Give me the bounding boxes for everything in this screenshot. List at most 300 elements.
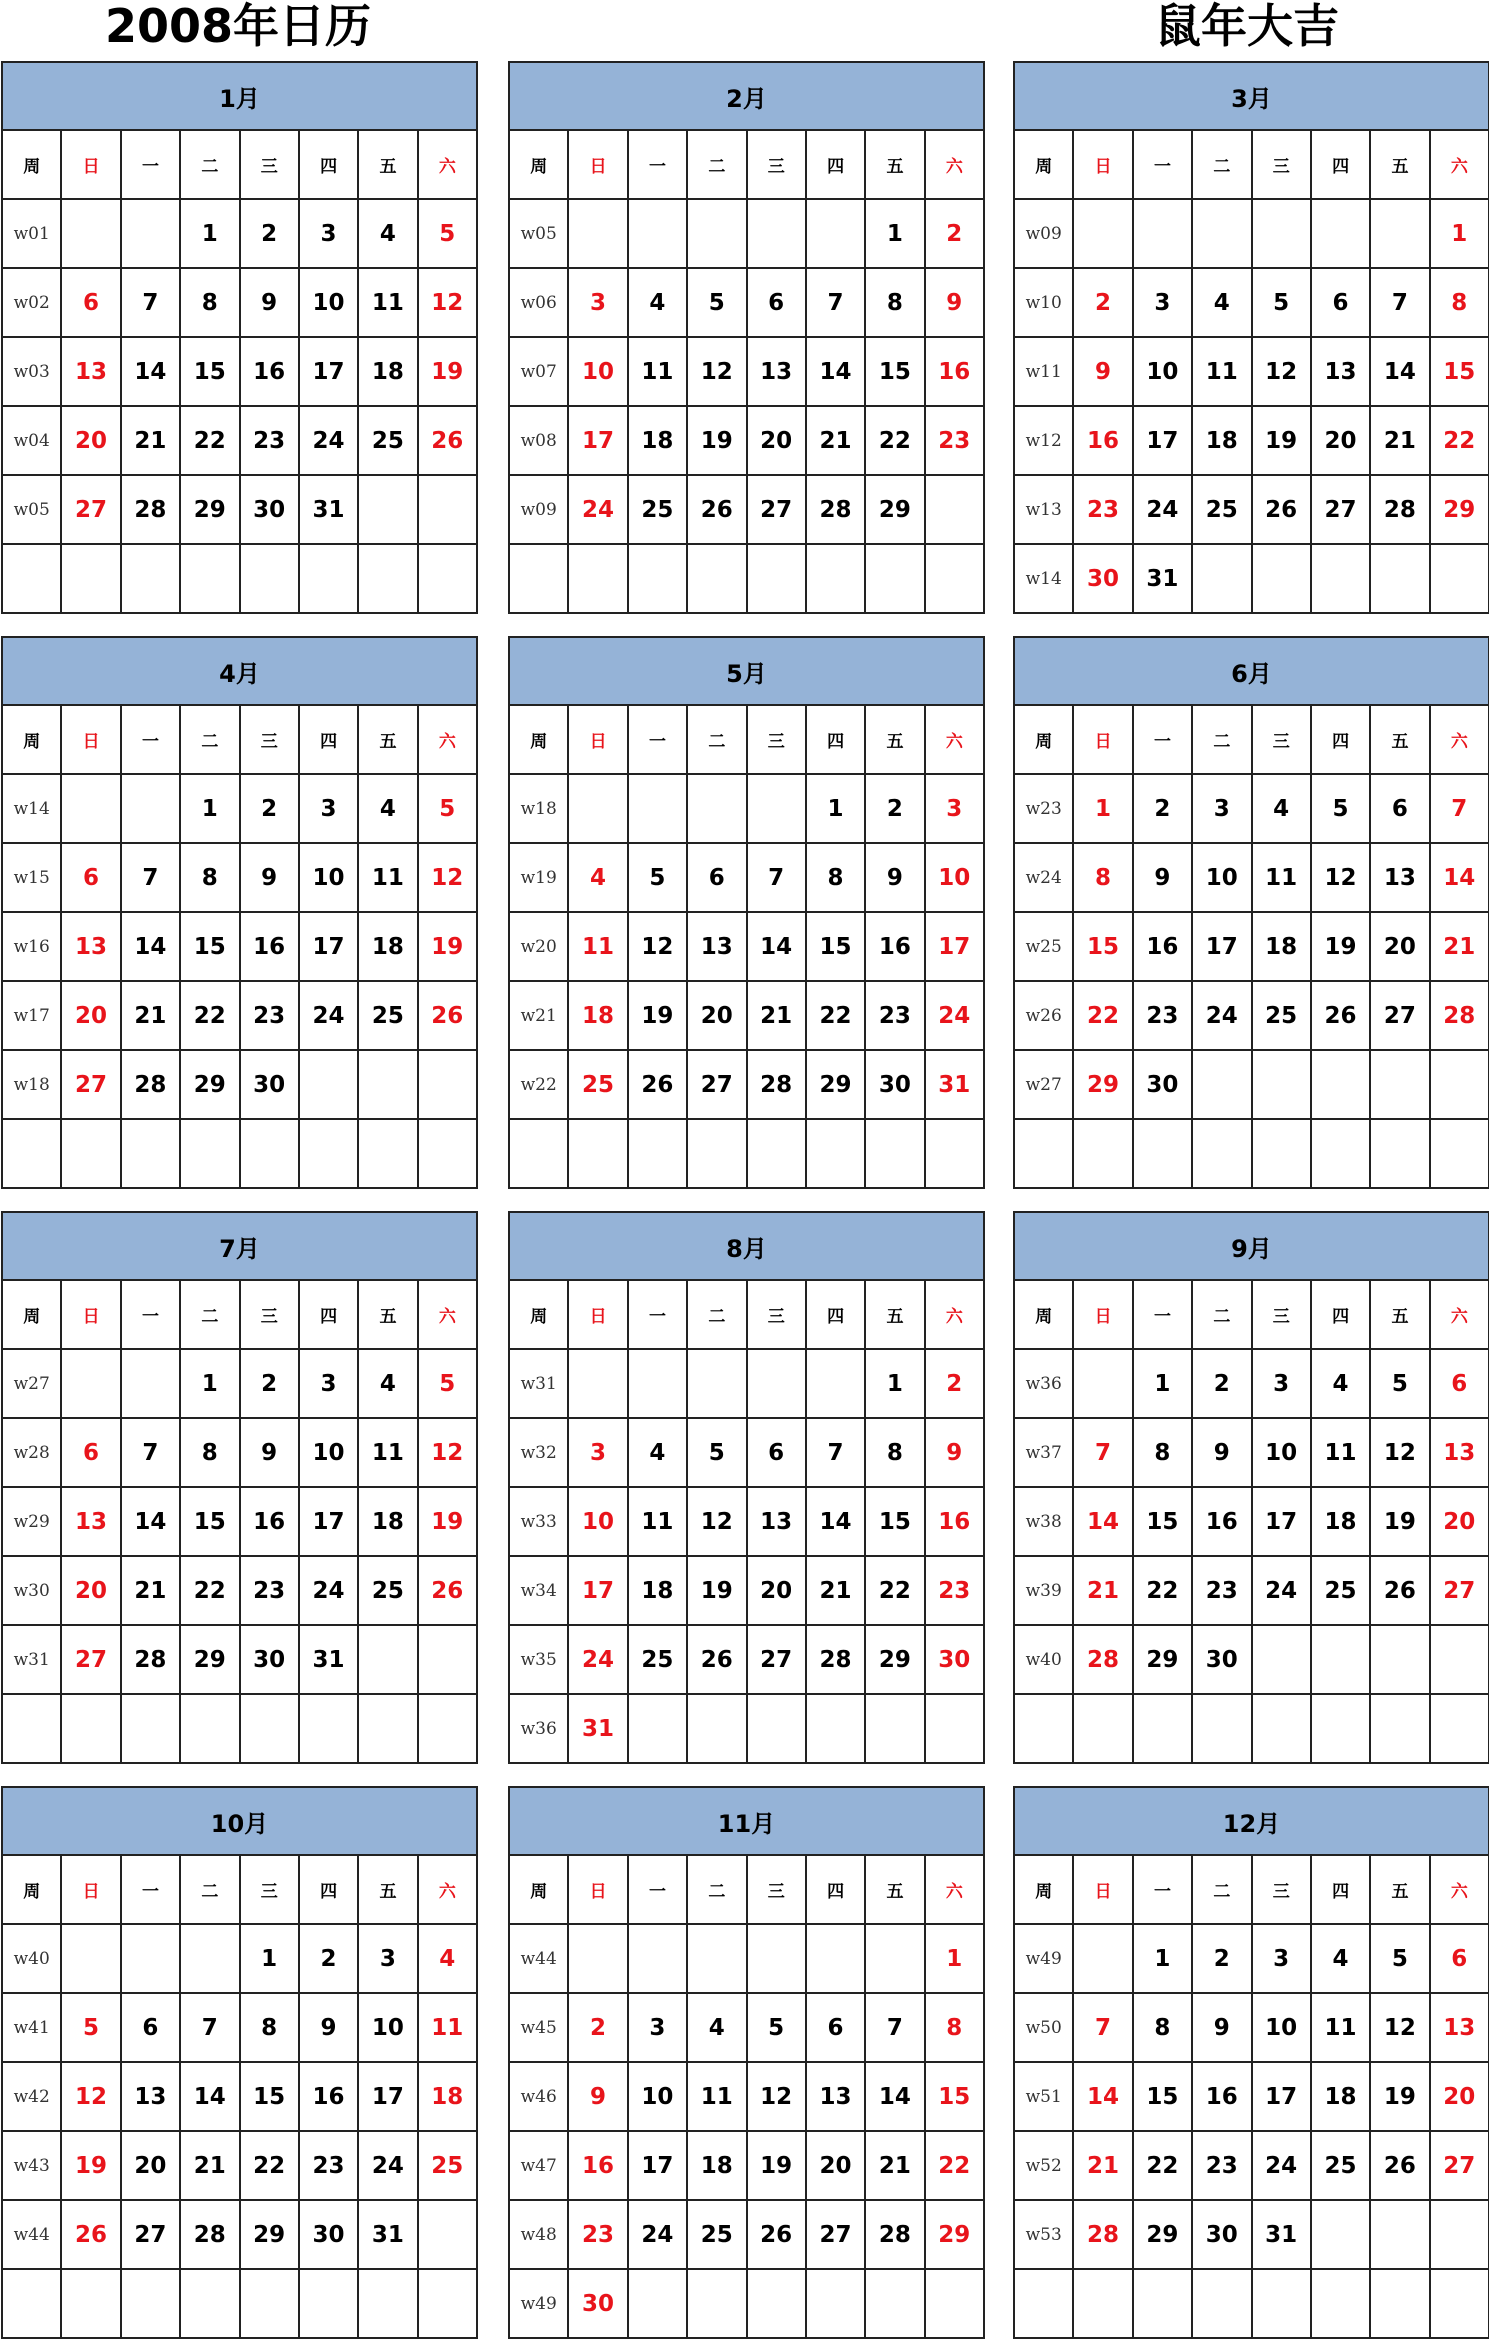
day-cell: 20: [1311, 406, 1370, 475]
day-cell: 21: [1430, 912, 1489, 981]
day-cell: 30: [240, 1050, 299, 1119]
day-cell: 21: [121, 406, 180, 475]
week-number: w14: [2, 774, 61, 843]
day-cell: 28: [121, 475, 180, 544]
week-number: [1014, 1119, 1073, 1188]
week-column-header: 周: [2, 705, 61, 774]
day-cell: 8: [925, 1993, 984, 2062]
week-number: [2, 1694, 61, 1763]
day-cell: 24: [925, 981, 984, 1050]
day-cell: 19: [628, 981, 687, 1050]
day-cell: 8: [1430, 268, 1489, 337]
day-cell: 7: [865, 1993, 924, 2062]
week-row: [509, 199, 984, 268]
day-cell: [1252, 1119, 1311, 1188]
day-cell: 14: [865, 2062, 924, 2131]
day-cell: 28: [806, 475, 865, 544]
week-row: [1014, 1556, 1489, 1625]
day-cell: [121, 544, 180, 613]
day-cell: 21: [806, 1556, 865, 1625]
week-row: [509, 337, 984, 406]
week-number: w35: [509, 1625, 568, 1694]
week-number: w24: [1014, 843, 1073, 912]
day-cell: [747, 1119, 806, 1188]
day-cell: [628, 1694, 687, 1763]
day-cell: [1252, 199, 1311, 268]
day-cell: 25: [1311, 1556, 1370, 1625]
day-cell: 21: [121, 1556, 180, 1625]
week-row: [509, 1487, 984, 1556]
week-column-header: 周: [1014, 130, 1073, 199]
week-row: [509, 2200, 984, 2269]
day-cell: 3: [299, 774, 358, 843]
day-cell: 12: [418, 268, 477, 337]
day-cell: 14: [121, 1487, 180, 1556]
day-cell: 16: [240, 1487, 299, 1556]
day-cell: 3: [628, 1993, 687, 2062]
day-cell: [240, 544, 299, 613]
day-cell: 6: [1430, 1924, 1489, 1993]
day-cell: [1370, 1119, 1429, 1188]
day-cell: 25: [1311, 2131, 1370, 2200]
day-cell: 1: [1133, 1349, 1192, 1418]
day-cell: 14: [747, 912, 806, 981]
day-cell: 26: [61, 2200, 120, 2269]
day-cell: 29: [1430, 475, 1489, 544]
day-cell: 24: [299, 981, 358, 1050]
day-cell: 11: [358, 268, 417, 337]
weekday-header: 一: [121, 1280, 180, 1349]
week-row: [1014, 1349, 1489, 1418]
day-cell: [358, 1119, 417, 1188]
week-row: [1014, 912, 1489, 981]
week-number: w27: [1014, 1050, 1073, 1119]
day-cell: 22: [806, 981, 865, 1050]
week-number: w25: [1014, 912, 1073, 981]
month-calendar: [508, 1211, 985, 1754]
week-number: w13: [1014, 475, 1073, 544]
weekday-header: 五: [865, 1855, 924, 1924]
day-cell: 21: [865, 2131, 924, 2200]
week-number: [2, 544, 61, 613]
month-name: 2月: [509, 62, 984, 130]
week-number: w44: [2, 2200, 61, 2269]
day-cell: 16: [240, 337, 299, 406]
week-number: w27: [2, 1349, 61, 1418]
day-cell: [865, 1694, 924, 1763]
day-cell: 29: [1133, 2200, 1192, 2269]
day-cell: 13: [747, 1487, 806, 1556]
day-cell: [1192, 2269, 1251, 2338]
day-cell: 20: [806, 2131, 865, 2200]
day-cell: 4: [1311, 1924, 1370, 1993]
weekday-header: 二: [687, 1280, 746, 1349]
week-row: [2, 981, 477, 1050]
day-cell: 31: [299, 475, 358, 544]
day-cell: [240, 1119, 299, 1188]
day-cell: 23: [240, 1556, 299, 1625]
week-number: w17: [2, 981, 61, 1050]
day-cell: [747, 544, 806, 613]
weekday-header: 一: [121, 1855, 180, 1924]
weekday-header: 五: [1370, 705, 1429, 774]
week-row: [2, 337, 477, 406]
weekday-header: 五: [1370, 1280, 1429, 1349]
day-cell: [61, 199, 120, 268]
day-cell: [628, 1924, 687, 1993]
week-number: [2, 1119, 61, 1188]
week-row: [2, 1993, 477, 2062]
day-cell: [806, 1924, 865, 1993]
day-cell: 3: [299, 199, 358, 268]
day-cell: [747, 1349, 806, 1418]
month-calendar: [1013, 1211, 1489, 1754]
day-cell: [925, 544, 984, 613]
day-cell: 9: [1073, 337, 1132, 406]
day-cell: [568, 1924, 627, 1993]
day-cell: 4: [1311, 1349, 1370, 1418]
week-column-header: 周: [2, 1855, 61, 1924]
day-cell: [418, 1119, 477, 1188]
day-cell: [687, 199, 746, 268]
day-cell: 2: [925, 199, 984, 268]
weekday-header: 一: [1133, 130, 1192, 199]
day-cell: 31: [358, 2200, 417, 2269]
week-row: [509, 406, 984, 475]
day-cell: 30: [1073, 544, 1132, 613]
day-cell: [568, 199, 627, 268]
day-cell: [61, 1349, 120, 1418]
day-cell: 11: [1311, 1993, 1370, 2062]
day-cell: 7: [121, 843, 180, 912]
day-cell: 1: [1133, 1924, 1192, 1993]
day-cell: 16: [1133, 912, 1192, 981]
day-cell: 20: [61, 406, 120, 475]
day-cell: 29: [180, 475, 239, 544]
day-cell: 17: [628, 2131, 687, 2200]
day-cell: 30: [1192, 2200, 1251, 2269]
day-cell: 6: [61, 1418, 120, 1487]
weekday-header: 四: [806, 705, 865, 774]
day-cell: 24: [568, 1625, 627, 1694]
month-calendar: [1013, 1786, 1489, 2329]
day-cell: 12: [418, 843, 477, 912]
week-row: [2, 406, 477, 475]
day-cell: 22: [240, 2131, 299, 2200]
day-cell: 3: [1133, 268, 1192, 337]
weekday-header-row: [509, 130, 984, 199]
day-cell: 5: [418, 199, 477, 268]
day-cell: 14: [180, 2062, 239, 2131]
month-name: 5月: [509, 637, 984, 705]
day-cell: 13: [1311, 337, 1370, 406]
day-cell: 29: [865, 1625, 924, 1694]
day-cell: [1430, 1050, 1489, 1119]
week-row: [1014, 1924, 1489, 1993]
day-cell: 11: [358, 1418, 417, 1487]
weekday-header-row: [509, 705, 984, 774]
day-cell: 19: [687, 1556, 746, 1625]
week-number: w47: [509, 2131, 568, 2200]
week-number: w43: [2, 2131, 61, 2200]
day-cell: 4: [418, 1924, 477, 1993]
day-cell: 23: [1192, 1556, 1251, 1625]
day-cell: 9: [1192, 1418, 1251, 1487]
week-number: w26: [1014, 981, 1073, 1050]
weekday-header: 六: [925, 705, 984, 774]
day-cell: 16: [925, 337, 984, 406]
day-cell: 17: [1133, 406, 1192, 475]
day-cell: 15: [240, 2062, 299, 2131]
day-cell: 6: [747, 268, 806, 337]
day-cell: 30: [240, 1625, 299, 1694]
day-cell: 15: [806, 912, 865, 981]
day-cell: 17: [925, 912, 984, 981]
day-cell: 14: [1430, 843, 1489, 912]
day-cell: 12: [1370, 1418, 1429, 1487]
day-cell: [1192, 544, 1251, 613]
week-number: w39: [1014, 1556, 1073, 1625]
day-cell: 17: [568, 1556, 627, 1625]
day-cell: 5: [418, 774, 477, 843]
day-cell: 10: [1133, 337, 1192, 406]
week-column-header: 周: [509, 1855, 568, 1924]
week-number: w05: [2, 475, 61, 544]
week-number: w52: [1014, 2131, 1073, 2200]
day-cell: 7: [1073, 1993, 1132, 2062]
week-row: [509, 1924, 984, 1993]
day-cell: 3: [1252, 1924, 1311, 1993]
day-cell: [806, 1694, 865, 1763]
day-cell: 26: [1252, 475, 1311, 544]
day-cell: 25: [687, 2200, 746, 2269]
day-cell: 24: [628, 2200, 687, 2269]
week-row: [1014, 843, 1489, 912]
day-cell: 20: [747, 406, 806, 475]
day-cell: 14: [1370, 337, 1429, 406]
day-cell: 12: [61, 2062, 120, 2131]
day-cell: [747, 1694, 806, 1763]
day-cell: [299, 1694, 358, 1763]
day-cell: 14: [121, 337, 180, 406]
weekday-header-row: [2, 130, 477, 199]
day-cell: 29: [925, 2200, 984, 2269]
day-cell: 25: [1252, 981, 1311, 1050]
week-row: [509, 1349, 984, 1418]
day-cell: 27: [61, 1625, 120, 1694]
week-column-header: 周: [2, 130, 61, 199]
week-row: [509, 2269, 984, 2338]
day-cell: 10: [925, 843, 984, 912]
day-cell: 28: [1370, 475, 1429, 544]
day-cell: 10: [568, 337, 627, 406]
day-cell: 12: [628, 912, 687, 981]
week-row: [1014, 1050, 1489, 1119]
day-cell: [61, 1924, 120, 1993]
day-cell: 7: [1430, 774, 1489, 843]
day-cell: 31: [1133, 544, 1192, 613]
day-cell: [180, 1924, 239, 1993]
week-row: [509, 2131, 984, 2200]
month-name: 3月: [1014, 62, 1489, 130]
day-cell: 14: [806, 337, 865, 406]
day-cell: 9: [1133, 843, 1192, 912]
weekday-header: 六: [418, 705, 477, 774]
week-row: [509, 1418, 984, 1487]
week-number: w07: [509, 337, 568, 406]
day-cell: 16: [299, 2062, 358, 2131]
week-number: [509, 544, 568, 613]
weekday-header: 四: [1311, 1855, 1370, 1924]
week-number: w23: [1014, 774, 1073, 843]
day-cell: 9: [240, 1418, 299, 1487]
weekday-header: 日: [61, 1280, 120, 1349]
day-cell: 6: [121, 1993, 180, 2062]
week-row: [2, 1694, 477, 1763]
weekday-header: 六: [925, 1280, 984, 1349]
week-row: [1014, 406, 1489, 475]
day-cell: [1311, 199, 1370, 268]
day-cell: 5: [628, 843, 687, 912]
day-cell: [358, 1694, 417, 1763]
weekday-header: 三: [1252, 1280, 1311, 1349]
weekday-header: 一: [1133, 705, 1192, 774]
weekday-header: 四: [299, 1855, 358, 1924]
day-cell: 13: [61, 1487, 120, 1556]
day-cell: 8: [806, 843, 865, 912]
weekday-header: 五: [358, 705, 417, 774]
day-cell: 13: [747, 337, 806, 406]
day-cell: 8: [180, 268, 239, 337]
day-cell: [121, 1349, 180, 1418]
day-cell: 25: [358, 981, 417, 1050]
day-cell: 19: [747, 2131, 806, 2200]
day-cell: 6: [1311, 268, 1370, 337]
weekday-header: 一: [628, 130, 687, 199]
day-cell: 17: [1192, 912, 1251, 981]
day-cell: 25: [628, 1625, 687, 1694]
weekday-header: 三: [1252, 705, 1311, 774]
week-number: w40: [2, 1924, 61, 1993]
day-cell: 18: [1252, 912, 1311, 981]
day-cell: 11: [1192, 337, 1251, 406]
weekday-header: 三: [1252, 1855, 1311, 1924]
day-cell: 20: [61, 981, 120, 1050]
day-cell: 8: [865, 1418, 924, 1487]
day-cell: [687, 774, 746, 843]
day-cell: 17: [358, 2062, 417, 2131]
day-cell: 20: [61, 1556, 120, 1625]
week-number: w29: [2, 1487, 61, 1556]
day-cell: 1: [180, 774, 239, 843]
weekday-header: 三: [240, 1855, 299, 1924]
day-cell: 12: [1252, 337, 1311, 406]
week-number: w45: [509, 1993, 568, 2062]
day-cell: 13: [61, 337, 120, 406]
weekday-header: 六: [925, 130, 984, 199]
weekday-header: 一: [1133, 1280, 1192, 1349]
day-cell: [1073, 1924, 1132, 1993]
month-calendar: [508, 636, 985, 1179]
day-cell: 30: [925, 1625, 984, 1694]
weekday-header-row: [1014, 705, 1489, 774]
day-cell: 27: [1370, 981, 1429, 1050]
day-cell: 11: [1311, 1418, 1370, 1487]
weekday-header: 二: [180, 705, 239, 774]
day-cell: 23: [865, 981, 924, 1050]
day-cell: 10: [1252, 1418, 1311, 1487]
week-number: w16: [2, 912, 61, 981]
weekday-header-row: [509, 1280, 984, 1349]
day-cell: [1073, 199, 1132, 268]
day-cell: [687, 1924, 746, 1993]
day-cell: [628, 199, 687, 268]
week-column-header: 周: [1014, 1855, 1073, 1924]
day-cell: 28: [806, 1625, 865, 1694]
day-cell: 8: [180, 843, 239, 912]
week-row: [1014, 981, 1489, 1050]
day-cell: [687, 1694, 746, 1763]
week-number: [1014, 2269, 1073, 2338]
day-cell: 25: [568, 1050, 627, 1119]
day-cell: 24: [358, 2131, 417, 2200]
weekday-header: 日: [61, 1855, 120, 1924]
week-row: [509, 1050, 984, 1119]
month-table: [1, 61, 478, 614]
day-cell: [1311, 1050, 1370, 1119]
day-cell: 15: [865, 337, 924, 406]
day-cell: 11: [418, 1993, 477, 2062]
day-cell: 19: [687, 406, 746, 475]
day-cell: 16: [568, 2131, 627, 2200]
day-cell: 1: [240, 1924, 299, 1993]
day-cell: [568, 1119, 627, 1188]
day-cell: 26: [418, 406, 477, 475]
weekday-header: 五: [358, 1280, 417, 1349]
weekday-header: 三: [747, 705, 806, 774]
day-cell: 13: [687, 912, 746, 981]
week-row: [2, 1556, 477, 1625]
month-calendar: [1013, 61, 1489, 604]
day-cell: 5: [1370, 1349, 1429, 1418]
day-cell: [121, 199, 180, 268]
day-cell: 10: [299, 1418, 358, 1487]
month-table: [1013, 1211, 1489, 1764]
weekday-header: 四: [299, 1280, 358, 1349]
day-cell: 5: [747, 1993, 806, 2062]
day-cell: [1252, 1694, 1311, 1763]
day-cell: 1: [180, 1349, 239, 1418]
day-cell: 27: [747, 1625, 806, 1694]
weekday-header: 五: [358, 1855, 417, 1924]
day-cell: 21: [1073, 1556, 1132, 1625]
day-cell: [1073, 1694, 1132, 1763]
weekday-header: 三: [240, 130, 299, 199]
day-cell: 23: [240, 406, 299, 475]
day-cell: 9: [925, 1418, 984, 1487]
day-cell: 18: [628, 1556, 687, 1625]
weekday-header: 四: [1311, 130, 1370, 199]
day-cell: 30: [299, 2200, 358, 2269]
week-row: [509, 981, 984, 1050]
day-cell: 28: [1430, 981, 1489, 1050]
day-cell: 18: [1311, 2062, 1370, 2131]
weekday-header: 六: [418, 130, 477, 199]
day-cell: 10: [568, 1487, 627, 1556]
day-cell: 8: [865, 268, 924, 337]
day-cell: 4: [1192, 268, 1251, 337]
day-cell: 20: [1370, 912, 1429, 981]
